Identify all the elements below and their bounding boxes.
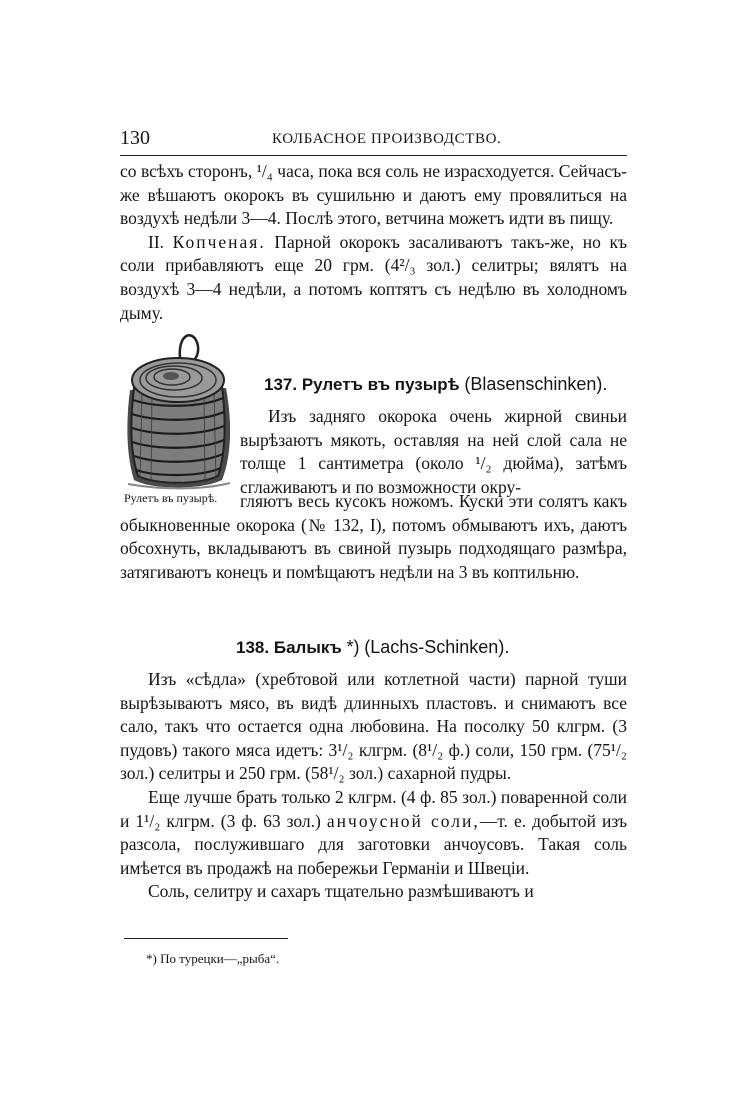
term-spaced: анчоусной соли, <box>326 810 480 831</box>
list-number: II. <box>148 231 165 252</box>
figure-caption: Рулетъ въ пузырѣ. <box>124 491 218 505</box>
running-title: КОЛБАСНОЕ ПРОИЗВОДСТВО. <box>272 131 502 147</box>
section-137-text <box>120 490 627 584</box>
section-number: 137. <box>264 375 298 394</box>
paragraph <box>120 786 627 880</box>
section-latin-title: (Lachs-Schinken). <box>364 637 510 657</box>
footnote: *) По турецки—„рыба“. <box>146 951 280 966</box>
section-latin-title: (Blasenschinken). <box>464 374 608 394</box>
paragraph-text: —т. е. добытой изъ разсола, послужившаго для заготовки анчоусовъ. Такая соль имѣется въ продажѣ на побережьи Германiи и Швецiи. <box>120 810 628 878</box>
paragraph: Соль, селитру и сахаръ тщательно размѣшиваютъ и <box>148 881 534 902</box>
section-137-side-text <box>240 405 627 499</box>
paragraph <box>120 231 627 325</box>
section-title: Балыкъ <box>273 638 342 657</box>
paragraph: со всѣхъ сторонъ, ¹/₄ часа, пока вся соль не израсходуется. Сейчасъ-же вѣшаютъ окорокъ въ сушильню и даютъ ему провялиться на воздухѣ недѣли 3—4. Послѣ этого, ветчина можетъ идти въ пищу. <box>120 161 627 229</box>
continuation-text <box>120 160 627 325</box>
paragraph: Изъ задняго окорока очень жирной свиньи вырѣзаютъ мякоть, оставляя на ней слой сала не толще 1 сантиметра (около ¹/₂ дюйма), затѣмъ сглаживаютъ и по возможности окру- <box>240 406 627 497</box>
header-rule <box>120 155 627 156</box>
section-title: Рулетъ въ пузырѣ <box>301 375 460 394</box>
paragraph-text: Еще лучше брать только 2 клгрм. (4 ф. 85 зол.) поваренной соли и 1¹/₂ клгрм. (3 ф. 63 зол.) <box>120 786 627 831</box>
section-number: 138. <box>236 638 270 657</box>
page-number: 130 <box>120 127 150 149</box>
paragraph: гляютъ весь кусокъ ножомъ. Куски эти солятъ какъ обыкновенные окорока (№ 132, I), потомъ обмываютъ ихъ, даютъ обсохнуть, вкладываютъ въ свиной пузырь подходящаго размѣра, затягиваютъ конецъ и помѣщаютъ недѣли на 3 въ коптильню. <box>120 491 627 582</box>
rolled-ham-illustration <box>122 330 234 490</box>
running-head <box>120 127 627 153</box>
section-138-text <box>120 668 627 904</box>
section-heading-138 <box>236 635 509 660</box>
footnote-rule <box>124 938 288 939</box>
section-heading-137 <box>264 372 607 397</box>
paragraph: Изъ «сѣдла» (хребтовой или котлетной части) парной туши вырѣзываютъ мясо, въ видѣ длинныхъ пластовъ. и снимаютъ все сало, такъ что остается одна любовина. На посолку 50 клгрм. (3 пудовъ) такого мяса идетъ: 3¹/₂ клгрм. (8¹/₂ ф.) соли, 150 грм. (75¹/₂ зол.) селитры и 250 грм. (58¹/₂ зол.) сахарной пудры. <box>120 669 627 784</box>
term-spaced: Копченая. <box>172 231 266 252</box>
paragraph-text: Парной окорокъ засаливаютъ такъ-же, но къ соли прибавляютъ еще 20 грм. (4²/₃ зол.) селитры; вялятъ на воздухѣ 3—4 недѣли, а потомъ коптятъ съ недѣлю въ холодномъ дыму. <box>120 231 628 323</box>
footnote-marker: *) <box>346 637 360 657</box>
